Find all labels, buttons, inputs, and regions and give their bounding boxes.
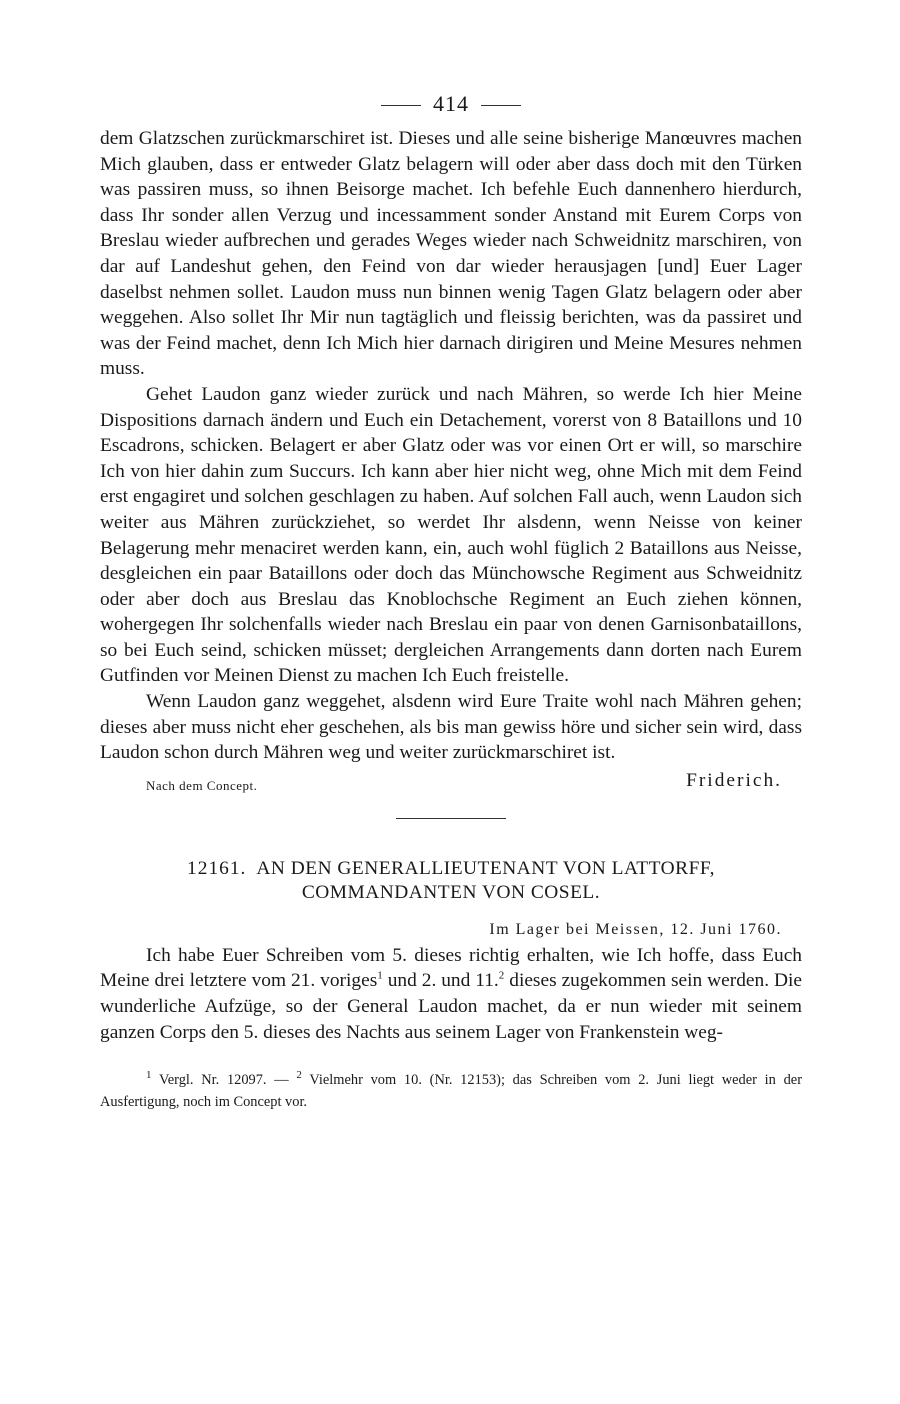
letter-number: 12161. xyxy=(187,857,247,879)
signature: Friderich. xyxy=(686,769,782,791)
letter-text-3: dieses zugekommen sein werden. Die wunderliche Aufzüge, so der General Laudon machet, da er nun wieder mit seinem ganzen Corps den 5. dieses des Nachts aus seinem Lager von Frankenstein weg- xyxy=(100,970,803,1043)
letter-text-1: Ich habe Euer Schreiben vom 5. dieses richtig erhalten, wie Ich hoffe, dass Euch Meine drei letztere vom 21. voriges xyxy=(100,944,802,992)
letter-text-2: und 2. und 11. xyxy=(382,970,499,992)
footnote-mark-2: 2 xyxy=(296,1069,302,1082)
paragraph-3: Wenn Laudon ganz weggehet, alsdenn wird Eure Traite wohl nach Mähren gehen; dieses aber muss nicht eher geschehen, als bis man gewiss höre und sicher sein wird, dass Laudon schon durch Mähren weg und weiter zurückmarschiret ist. xyxy=(100,691,802,764)
letter-heading-line-1 xyxy=(100,857,802,881)
letter-recipient: AN DEN GENERALLIEUTENANT VON LATTORFF, xyxy=(256,857,715,879)
footnote-ref-1: 1 xyxy=(377,969,383,982)
footnote-2: Vielmehr vom 10. (Nr. 12153); das Schreiben vom 2. Juni liegt weder in der Ausfertigung, noch im Concept vor. xyxy=(100,1072,802,1111)
letter-heading xyxy=(100,857,802,905)
footnote-mark-1: 1 xyxy=(146,1069,152,1082)
paragraph-1: dem Glatzschen zurückmarschiret ist. Dieses und alle seine bisherige Manœuvres machen Mich glauben, dass er entweder Glatz belagern will oder aber dass doch mit den Türken was passiren muss, so ihnen Beisorge machet. Ich befehle Euch dannenhero hierdurch, dass Ihr sonder allen Verzug und incessamment sonder Anstand mit Eurem Corps von Breslau wieder aufbrechen und gerades Weges wieder nach Schweidnitz marschiren, von dar auf Landeshut gehen, den Feind von dar wieder herausjagen [und] Euer Lager daselbst nehmen sollet. Laudon muss nun binnen wenig Tagen Glatz belagern oder aber weggehen. Also sollet Ihr Mir nun tagtäglich und fleissig berichten, was da passiret und was der Feind machet, denn Ich Mich hier darnach dirigiren und Meine Mesures nehmen muss. xyxy=(100,128,802,380)
page-number: 414 xyxy=(433,91,469,116)
footnote-1: Vergl. Nr. 12097. — xyxy=(151,1072,297,1089)
document-page xyxy=(100,88,802,1113)
page-number-row xyxy=(100,88,802,120)
page-number-dash-right xyxy=(481,105,521,106)
section-divider xyxy=(396,818,506,819)
paragraph-2: Gehet Laudon ganz wieder zurück und nach Mähren, so werde Ich hier Meine Dispositions darnach ändern und Euch ein Detachement, vorerst von 8 Bataillons und 10 Escadrons, schicken. Belagert er aber Glatz oder was vor einen Ort er will, so marschire Ich von hier dahin zum Succurs. Ich kann aber hier nicht weg, ohne Mich mit dem Feind erst engagiret und solchen geschlagen zu haben. Auf solchen Fall auch, wenn Laudon sich weiter aus Mähren zurückziehet, so werdet Ihr alsdenn, wenn Neisse von keiner Belagerung mehr menaciret werden kann, ein, auch wohl füglich 2 Bataillons aus Neisse, desgleichen ein paar Bataillons oder doch das Münchowsche Regiment aus Schweidnitz oder aber doch aus Breslau das Knoblochsche Regiment an Euch ziehen können, wohergegen Ihr solchenfalls wieder nach Breslau ein paar von denen Garnisonbataillons, so bei Euch seind, schicken müsset; dergleichen Arrangements dann dorten nach Eurem Gutfinden vor Meinen Dienst zu machen Ich Euch freistelle. xyxy=(100,383,802,687)
footnotes xyxy=(100,1069,802,1113)
letter-dateline: Im Lager bei Meissen, 12. Juni 1760. xyxy=(489,920,782,938)
page-number-dash-left xyxy=(381,105,421,106)
source-note: Nach dem Concept. xyxy=(146,777,258,793)
letter-heading-line-2: COMMANDANTEN VON COSEL. xyxy=(301,881,601,903)
signature-row xyxy=(100,770,802,800)
footnote-ref-2: 2 xyxy=(498,969,505,982)
letter-body xyxy=(100,943,802,1045)
footnote-text xyxy=(100,1069,802,1113)
